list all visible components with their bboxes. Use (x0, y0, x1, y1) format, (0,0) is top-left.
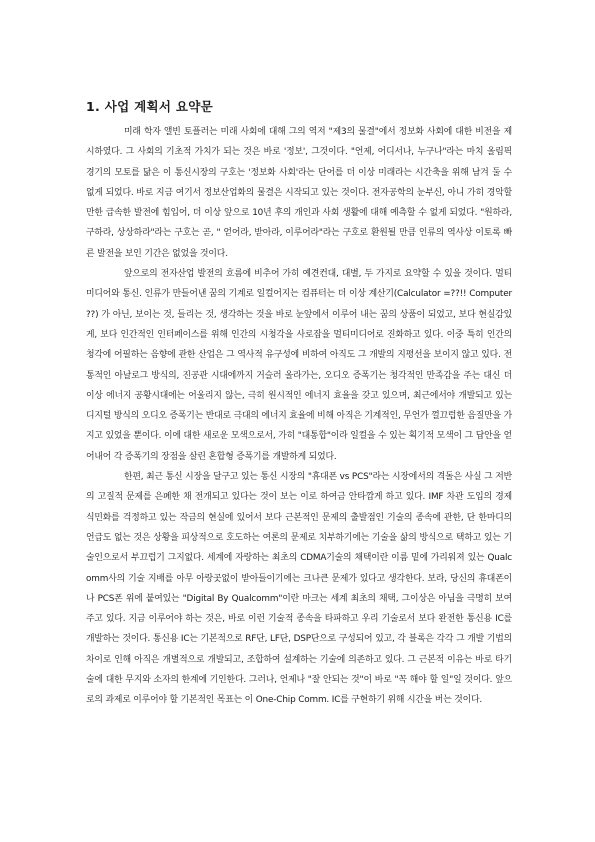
section-heading: 1. 사업 계획서 요약문 (86, 99, 214, 114)
paragraph-1: 미래 학자 앨빈 토플러는 미래 사회에 대해 그의 역저 "제3의 물결"에서 정보화 사회에 대한 비전을 제시하였다. 그 사회의 기초적 가치가 되는 것은 바로 '정보', 그것이다. "언제, 어디서나, 누구나"라는 마치 올림픽 경기의 모토를 닮은 이 통신시장의 구호는 '정보화 사회'라는 단어를 더 이상 미래라는 시간축을 위해 남겨 둘 수 없게 되었다. 바로 지금 여기서 정보산업화의 물결은 시작되고 있는 것이다. 전자공학의 눈부신, 아니 가히 경악할 만한 급속한 발전에 힘입어, 더 이상 앞으로 10년 후의 개인과 사회 생활에 대해 예측할 수 없게 되었다. "원하라, 구하라, 상상하라"라는 구호는 곧, " 얻어라, 받아라, 이루어라"라는 구호로 환원될 만큼 인류의 역사상 이토록 빠른 발전을 보인 기간은 없었을 것이다. (86, 127, 512, 259)
paragraph-2: 앞으로의 전자산업 발전의 흐름에 비추어 가히 예견컨대, 대별, 두 가지로 요약할 수 있을 것이다. 멀티미디어와 통신. 인류가 만들어낸 꿈의 기계로 일컬어지는 컴퓨터는 더 이상 계산기(Calculator =??!! Computer ??) 가 아닌, 보이는 것, 들리는 것, 생각하는 것을 바로 눈앞에서 이루어 내는 꿈의 상품이 되었고, 보다 현실감있게, 보다 인간적인 인터페이스를 위해 인간의 시청각을 사로잡을 멀티미디어로 진화하고 있다. 이중 특히 인간의 청각에 어필하는 음향에 관한 산업은 그 역사적 유구성에 비하여 아직도 그 개발의 지평선을 보이지 않고 있다. 전통적인 아날로그 방식의, 진공관 시대에까지 거슬러 올라가는, 오디오 증폭기는 청각적인 만족감을 주는 대신 더 이상 에너지 공황시대에는 어울리지 않는, 극히 원시적인 에너지 효율을 갖고 있으며, 최근에서야 개발되고 있는 디지털 방식의 오디오 증폭기는 반대로 극대의 에너지 효율에 비해 아직은 기계적인, 무언가 껄끄럽한 음질만을 가지고 있었을 뿐이다. 이에 대한 새로운 모색으로서, 가히 "대통합"이라 일컬을 수 있는 획기적 모색이 그 답안을 얻어내어 각 증폭기의 장점을 살린 혼합형 증폭기를 개발하게 되었다. (86, 269, 512, 462)
document-body (86, 98, 512, 711)
paragraph-3: 한편, 최근 통신 시장을 달구고 있는 통신 시장의 "휴대폰 vs PCS"라는 시장에서의 격돌은 사실 그 저반의 고질적 문제를 은폐한 채 전개되고 있다는 것이 보는 이로 하여금 안타깝게 하고 있다. IMF 차관 도입의 경제 식민화를 걱정하고 있는 작금의 현실에 있어서 보다 근본적인 문제의 출발점인 기술의 종속에 관한, 단 한마디의 언급도 없는 것은 상황을 피상적으로 호도하는 여론의 문제로 치부하기에는 기술을 삶의 방식으로 택하고 있는 기술인으로서 부끄럽기 그지없다. 세계에 자랑하는 최초의 CDMA기술의 채택이란 이름 밑에 가리워져 있는 Qualcomm사의 기술 지배를 아무 아랑곳없이 받아들이기에는 크나큰 문제가 있다고 생각한다. 보라, 당신의 휴대폰이나 PCS폰 위에 붙여있는 "Digital By Qualcomm"이란 마크는 세계 최초의 채택, 그이상은 아님을 극명히 보여주고 있다. 지금 이루어야 하는 것은, 바로 이런 기술적 종속을 타파하고 우리 기술로서 보다 완전한 통신용 IC를 개발하는 것이다. 통신용 IC는 기본적으로 RF단, LF단, DSP단으로 구성되어 있고, 각 블록은 각각 그 개발 기법의 차이로 인해 아직은 개별적으로 개발되고, 조합하여 설계하는 기술에 의존하고 있다. 그 근본적 이유는 바로 타기술에 대한 무지와 소자의 한계에 기인한다. 그러나, 언제나 "잘 안되는 것"이 바로 "꼭 해야 할 일"일 것이다. 앞으로의 과제로 이루어야 할 기본적인 목표는 이 One-Chip Comm. IC를 구현하기 위해 시간을 버는 것이다. (86, 472, 512, 706)
